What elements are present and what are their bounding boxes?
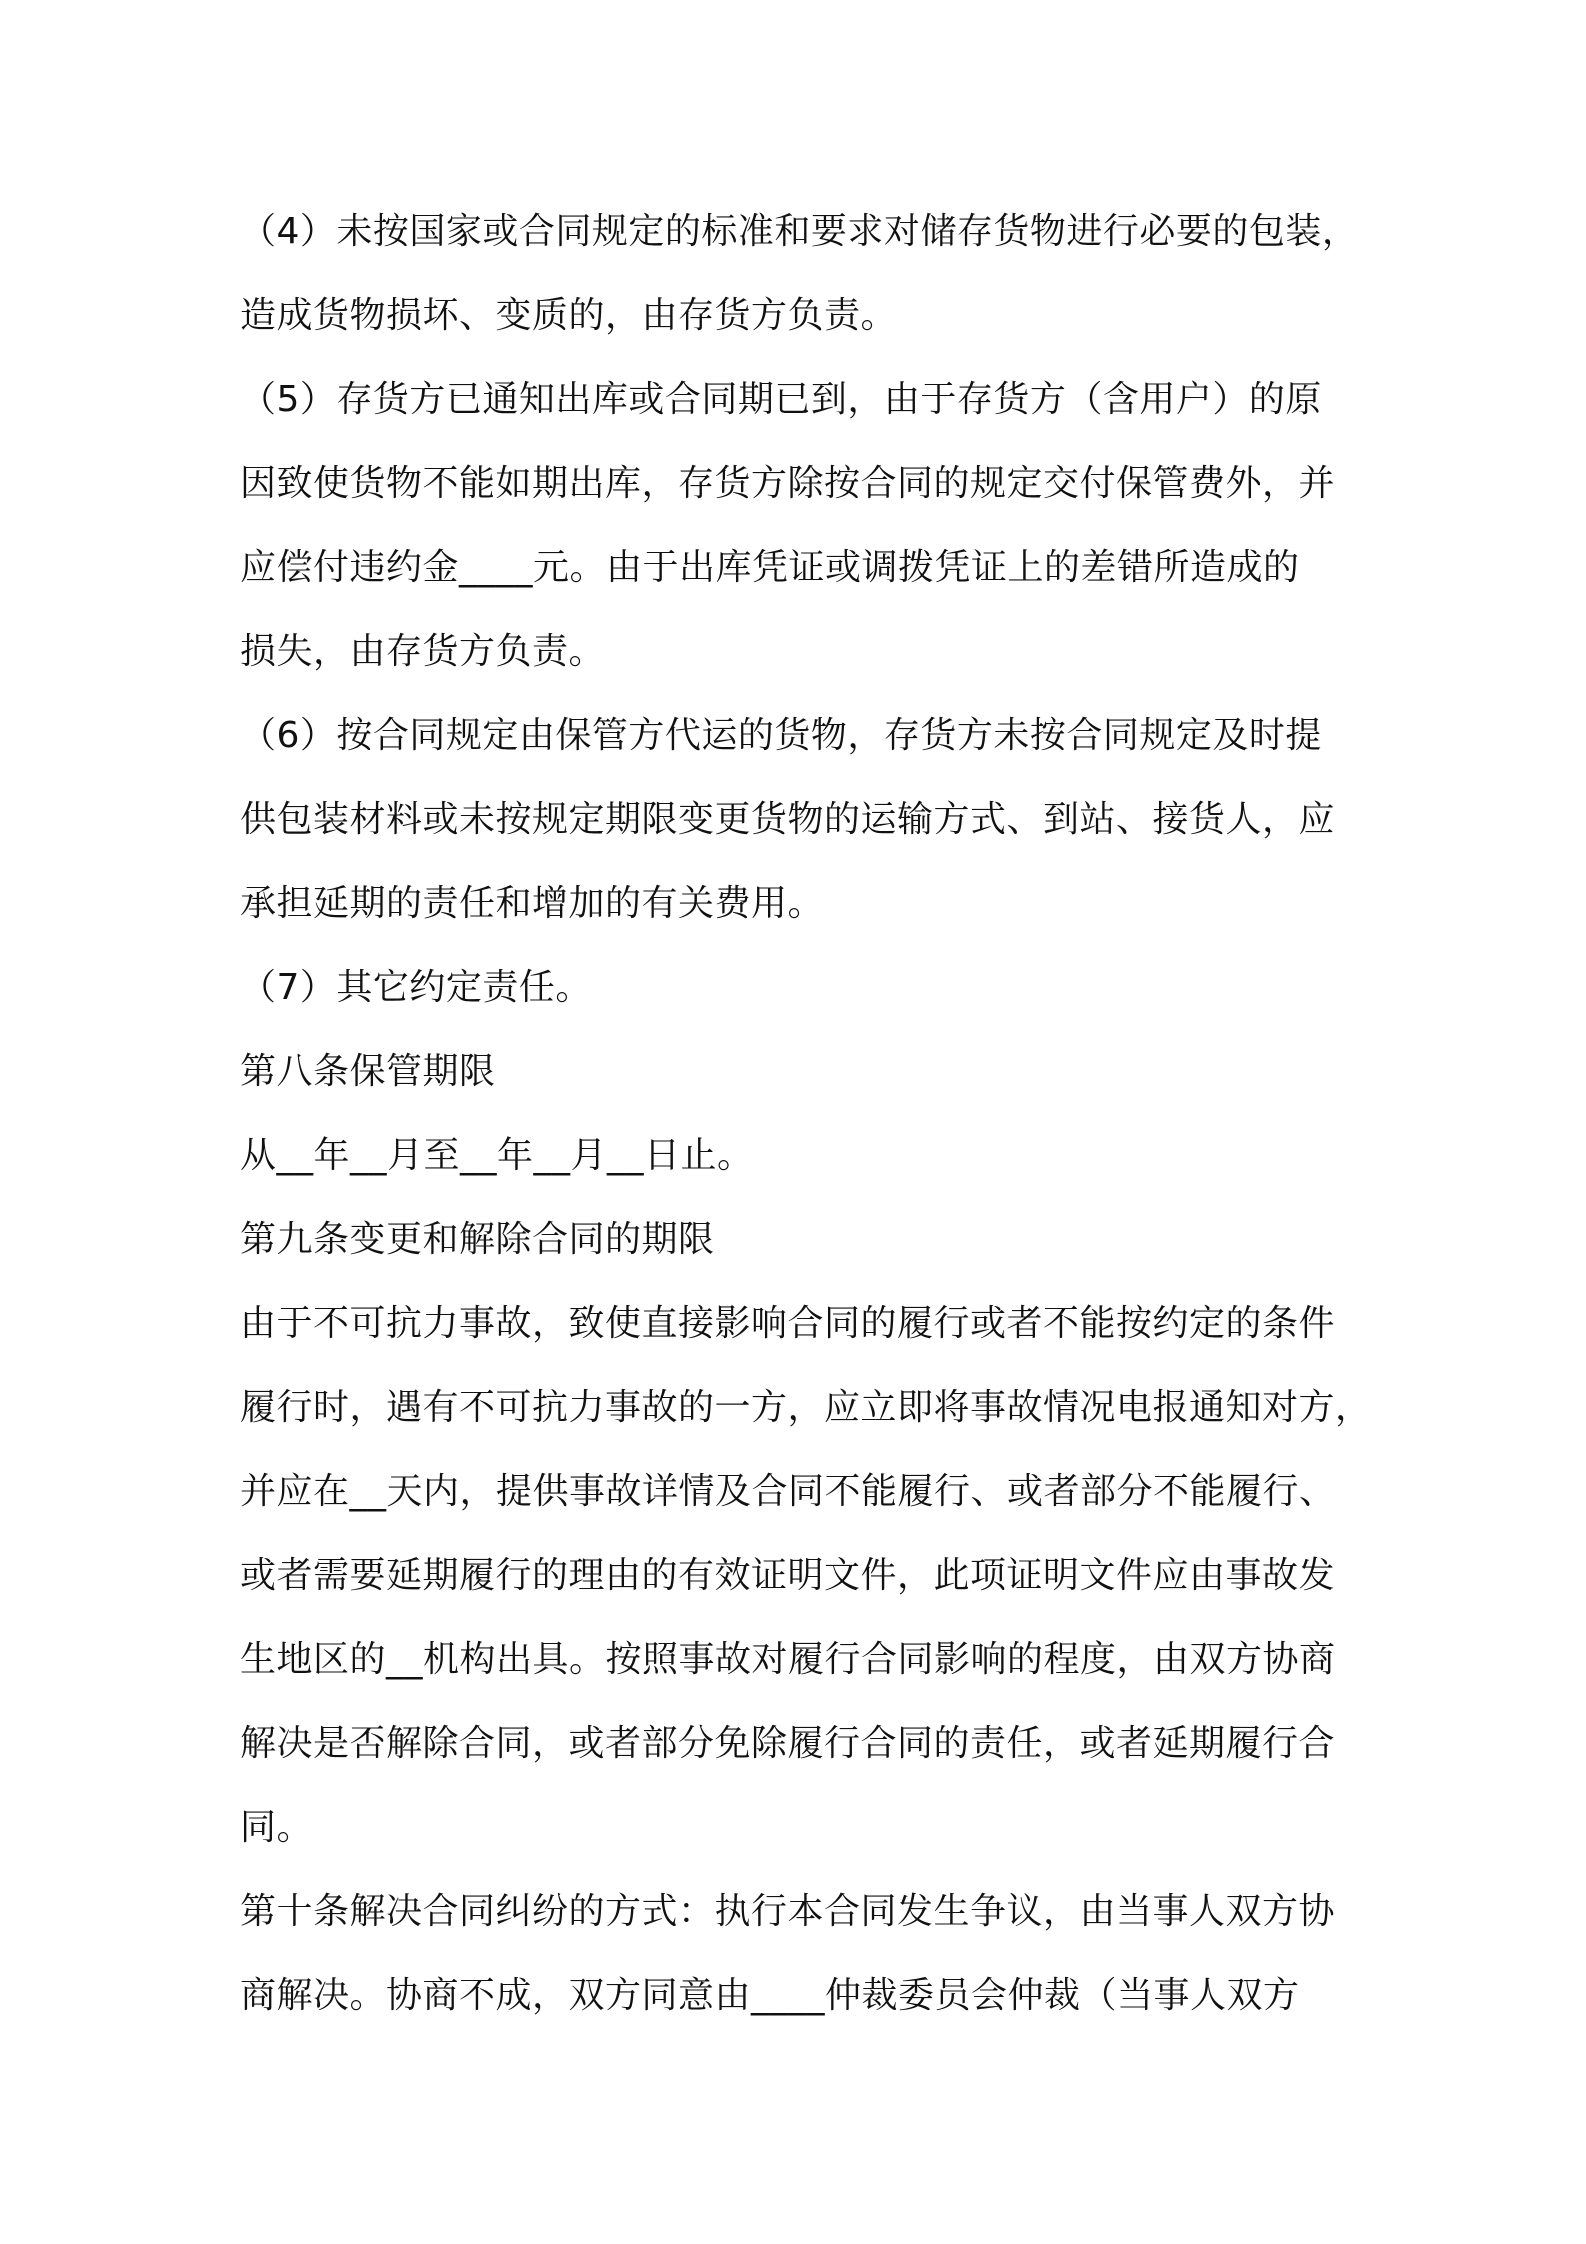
article-8-heading: 第八条保管期限 — [240, 1051, 496, 1092]
clause-6-line-2: 供包装材料或未按规定期限变更货物的运输方式、到站、接货人，应 — [240, 799, 1336, 840]
article-9-line-6: 解决是否解除合同，或者部分免除履行合同的责任，或者延期履行合 — [240, 1723, 1336, 1764]
article-9-line-5: 生地区的__机构出具。按照事故对履行合同影响的程度，由双方协商 — [240, 1639, 1336, 1680]
article-10-line-2: 商解决。协商不成，双方同意由____仲裁委员会仲裁（当事人双方 — [240, 1975, 1300, 2016]
article-9-line-1: 由于不可抗力事故，致使直接影响合同的履行或者不能按约定的条件 — [240, 1303, 1336, 1344]
contract-text-body — [240, 190, 1372, 2038]
article-9-line-7: 同。 — [240, 1807, 314, 1848]
clause-5-line-2: 因致使货物不能如期出库，存货方除按合同的规定交付保管费外，并 — [240, 463, 1336, 504]
clause-4-line-1: （4）未按国家或合同规定的标准和要求对储存货物进行必要的包装， — [240, 211, 1359, 252]
article-10-line-1: 第十条解决合同纠纷的方式：执行本合同发生争议，由当事人双方协 — [240, 1891, 1336, 1932]
article-9-line-2: 履行时，遇有不可抗力事故的一方，应立即将事故情况电报通知对方， — [240, 1387, 1372, 1428]
article-9-heading: 第九条变更和解除合同的期限 — [240, 1219, 715, 1260]
clause-5-line-4: 损失，由存货方负责。 — [240, 631, 606, 672]
article-8-period-line: 从__年__月至__年__月__日止。 — [240, 1135, 754, 1176]
article-9-line-4: 或者需要延期履行的理由的有效证明文件，此项证明文件应由事故发 — [240, 1555, 1336, 1596]
clause-6-line-3: 承担延期的责任和增加的有关费用。 — [240, 883, 825, 924]
clause-7-line-1: （7）其它约定责任。 — [240, 967, 592, 1008]
clause-5-line-3: 应偿付违约金____元。由于出库凭证或调拨凭证上的差错所造成的 — [240, 547, 1300, 588]
clause-6-line-1: （6）按合同规定由保管方代运的货物，存货方未按合同规定及时提 — [240, 715, 1322, 756]
clause-4-line-2: 造成货物损坏、变质的，由存货方负责。 — [240, 295, 898, 336]
clause-5-line-1: （5）存货方已通知出库或合同期已到，由于存货方（含用户）的原 — [240, 379, 1322, 420]
article-9-line-3: 并应在__天内，提供事故详情及合同不能履行、或者部分不能履行、 — [240, 1471, 1336, 1512]
